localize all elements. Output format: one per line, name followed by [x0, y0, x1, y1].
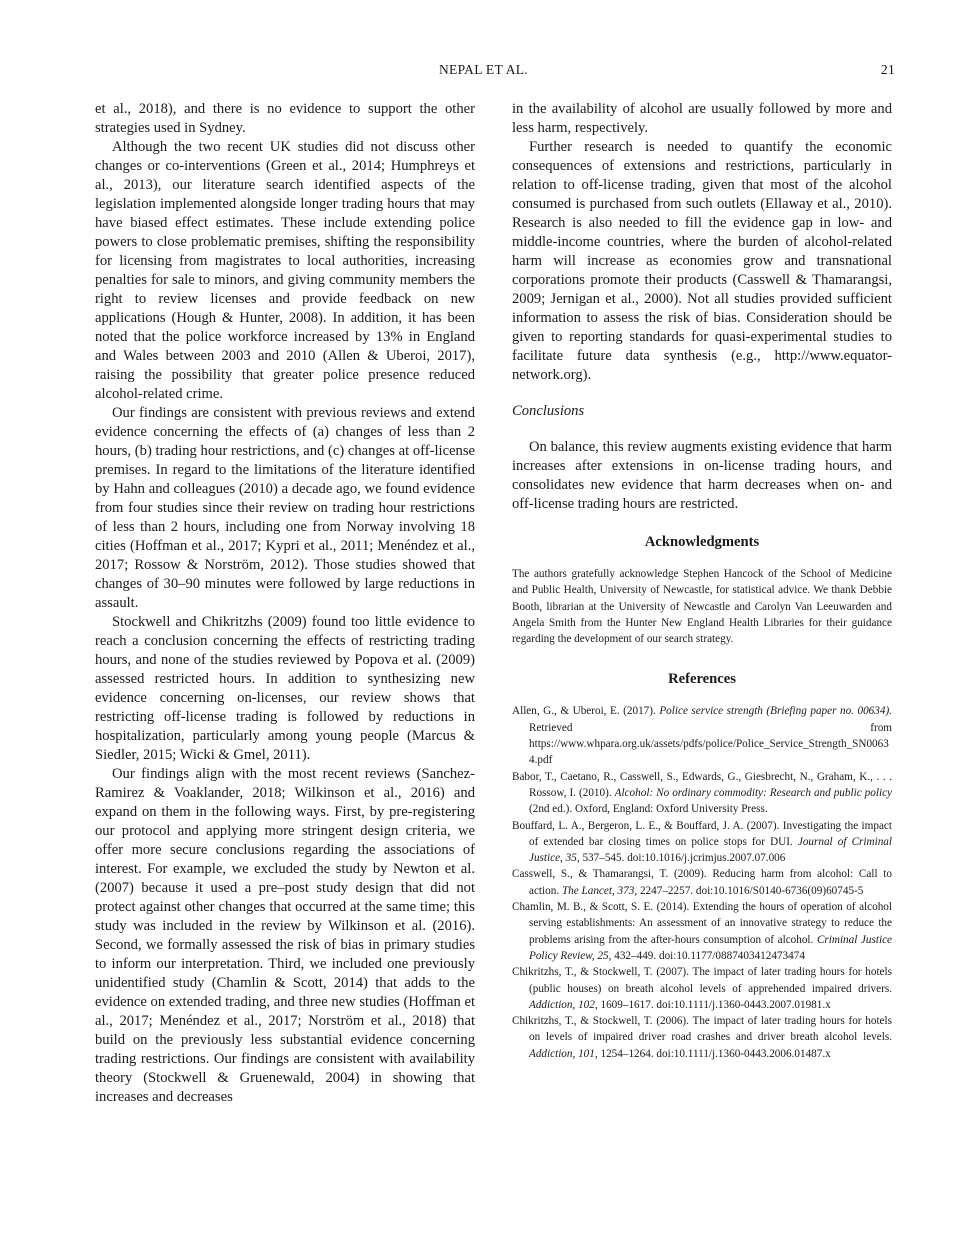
reference-item — [512, 703, 892, 768]
acknowledgments-heading: Acknowledgments — [644, 534, 760, 550]
reference-source: Journal of Criminal Justice, 35, — [529, 835, 892, 865]
reference-source: The Lancet, 373, — [561, 884, 638, 897]
body-paragraph: Although the two recent UK studies did not discuss other changes or co-interventions (Green et al., 2014; Humphreys et al., 2013), our literature search identified aspects of the legislation implemented alongside longer trading hours that may have biased effect estimates. These include extending police powers to close problematic premises, shifting the responsibility for licensing from magistrates to local authorities, increasing penalties for sale to minors, and giving community members the right to review licenses and provide feedback on new applications (Hough & Hunter, 2008). In addition, it has been noted that the police workforce increased by 13% in England and Wales between 2003 and 2010 (Allen & Uberoi, 2017), raising the possibility that greater police presence reduced alcohol-related crime. — [95, 139, 475, 402]
running-head-title: NEPAL ET AL. — [439, 62, 528, 77]
reference-text: 1609–1617. doi:10.1111/j.1360-0443.2007.01981.x — [597, 998, 831, 1011]
conclusions-heading: Conclusions — [512, 403, 585, 419]
body-paragraph: Stockwell and Chikritzhs (2009) found too little evidence to reach a conclusion concerning the effects of restricting trading hours, and none of the studies reviewed by Popova et al. (2009) assessed restricted hours. In addition to synthesizing new evidence concerning on-licenses, our review shows that restricting off-license trading is followed by reductions in hospitalization, particularly among young people (Marcus & Siedler, 2015; Wicki & Gmel, 2011). — [95, 614, 475, 763]
reference-text: Casswell, S., & Thamarangsi, T. (2009). Reducing harm from alcohol: Call to action. — [512, 868, 892, 897]
reference-text: 1254–1264. doi:10.1111/j.1360-0443.2006.01487.x — [597, 1047, 831, 1060]
reference-text: 537–545. doi:10.1016/j.jcrimjus.2007.07.006 — [579, 852, 786, 865]
right-column — [512, 100, 892, 1062]
reference-source: Police service strength (Briefing paper no. 00634). — [659, 705, 892, 718]
reference-item — [512, 1013, 892, 1062]
reference-text: Chikritzhs, T., & Stockwell, T. (2007). The impact of later trading hours for hotels (public houses) on breath alcohol levels of apprehended impaired drivers. — [512, 966, 892, 995]
reference-item — [512, 769, 892, 818]
reference-item — [512, 818, 892, 867]
reference-item — [512, 899, 892, 964]
body-paragraph: Our findings align with the most recent reviews (Sanchez-Ramirez & Voaklander, 2018; Wilkinson et al., 2016) and expand on them in the following ways. First, by pre-registering our protocol and applying more stringent design criteria, we offer more secure conclusions regarding the associations of interest. For example, we excluded the study by Newton et al. (2007) because it used a pre–post study design that did not protect against other changes that occurred at the same time; this study was included in the review by Wilkinson et al. (2016). Second, we formally assessed the risk of bias in primary studies to inform our interpretation. Third, we included one previously unidentified study (Chamlin & Scott, 2014) that adds to the evidence on extended trading, and three new studies (Hoffman et al., 2017; Menéndez et al., 2017; Norström et al., 2018) that build on the previously less substantial evidence concerning trading restrictions. Our findings are consistent with availability theory (Stockwell & Gruenewald, 2004) in showing that increases and decreases — [95, 766, 475, 1105]
reference-source: Addiction, 101, — [529, 1047, 598, 1060]
body-paragraph: Further research is needed to quantify the economic consequences of extensions and restrictions, particularly in relation to off-license trading, given that most of the alcohol consumed is purchased from such outlets (Ellaway et al., 2010). Research is also needed to fill the evidence gap in low- and middle-income countries, where the burden of alcohol-related harm will increase as economies grow and transnational corporations promote their products (Casswell & Thamarangsi, 2009; Jernigan et al., 2000). Not all studies provided sufficient information to assess the risk of bias. Consideration should be given to reporting standards for quasi-experimental studies to facilitate future data synthesis (e.g., http://www.equator-network.org). — [512, 139, 892, 383]
reference-text: Bouffard, L. A., Bergeron, L. E., & Bouffard, J. A. (2007). Investigating the impact of extended bar closing times on police stops for DUI. — [512, 819, 892, 848]
page-number: 21 — [880, 62, 895, 77]
reference-list — [512, 703, 892, 1062]
reference-source: Addiction, 102, — [529, 998, 598, 1011]
references-heading: References — [668, 671, 736, 688]
reference-source: Criminal Justice Policy Review, 25, — [529, 933, 892, 962]
reference-source: Alcohol: No ordinary commodity: Research and public policy — [614, 786, 893, 799]
reference-text: (2nd ed.). Oxford, England: Oxford University Press. — [529, 803, 768, 816]
reference-text: Chikritzhs, T., & Stockwell, T. (2006). The impact of later trading hours for hotels on levels of impaired driver road crashes and driver breath alcohol levels. — [512, 1015, 892, 1044]
reference-text: 432–449. doi:10.1177/0887403412473474 — [611, 949, 805, 962]
conclusions-paragraph: On balance, this review augments existing evidence that harm increases after extensions in on-license trading hours, and consolidates new evidence that harm decreases when on- and off-license trading hours are restricted. — [512, 439, 892, 512]
reference-text: Chamlin, M. B., & Scott, S. E. (2014). Extending the hours of operation of alcohol serving establishments: An assessment of an innovative strategy to reduce the problems arising from the after-hours consumption of alcohol. — [512, 901, 892, 946]
reference-text: Allen, G., & Uberoi, E. (2017). — [512, 705, 660, 718]
left-column — [95, 100, 475, 1107]
reference-text: 2247–2257. doi:10.1016/S0140-6736(09)60745-5 — [637, 884, 864, 897]
acknowledgments-paragraph: The authors gratefully acknowledge Stephen Hancock of the School of Medicine and Public Health, University of Newcastle, for statistical advice. We thank Debbie Booth, librarian at the University of Newcastle and Carolyn Van Leeuwarden and Angela Smith from the Hunter New England Health Libraries for their guidance regarding the development of our search strategy. — [512, 568, 892, 646]
body-paragraph: Our findings are consistent with previous reviews and extend evidence concerning the effects of (a) changes of less than 2 hours, (b) trading hour restrictions, and (c) changes at off-license premises. In regard to the limitations of the literature identified by Hahn and colleagues (2010) a decade ago, we found evidence from four studies since their review on trading hour restrictions of less than 2 hours, including one from Norway involving 18 cities (Hoffman et al., 2017; Kypri et al., 2011; Menéndez et al., 2017; Rossow & Norström, 2012). Those studies showed that changes of 30–90 minutes were followed by large reductions in assault. — [95, 405, 475, 611]
reference-item — [512, 964, 892, 1013]
reference-item — [512, 866, 892, 899]
reference-text: Retrieved from https://www.whpara.org.uk/assets/pdfs/police/Police_Service_Strength_SN00634.pdf — [529, 721, 892, 767]
body-paragraph: et al., 2018), and there is no evidence to support the other strategies used in Sydney. — [95, 101, 475, 136]
body-paragraph: in the availability of alcohol are usually followed by more and less harm, respectively. — [512, 101, 892, 136]
reference-text: Babor, T., Caetano, R., Casswell, S., Edwards, G., Giesbrecht, N., Graham, K., . . . Rossow, I. (2010). — [512, 770, 892, 799]
